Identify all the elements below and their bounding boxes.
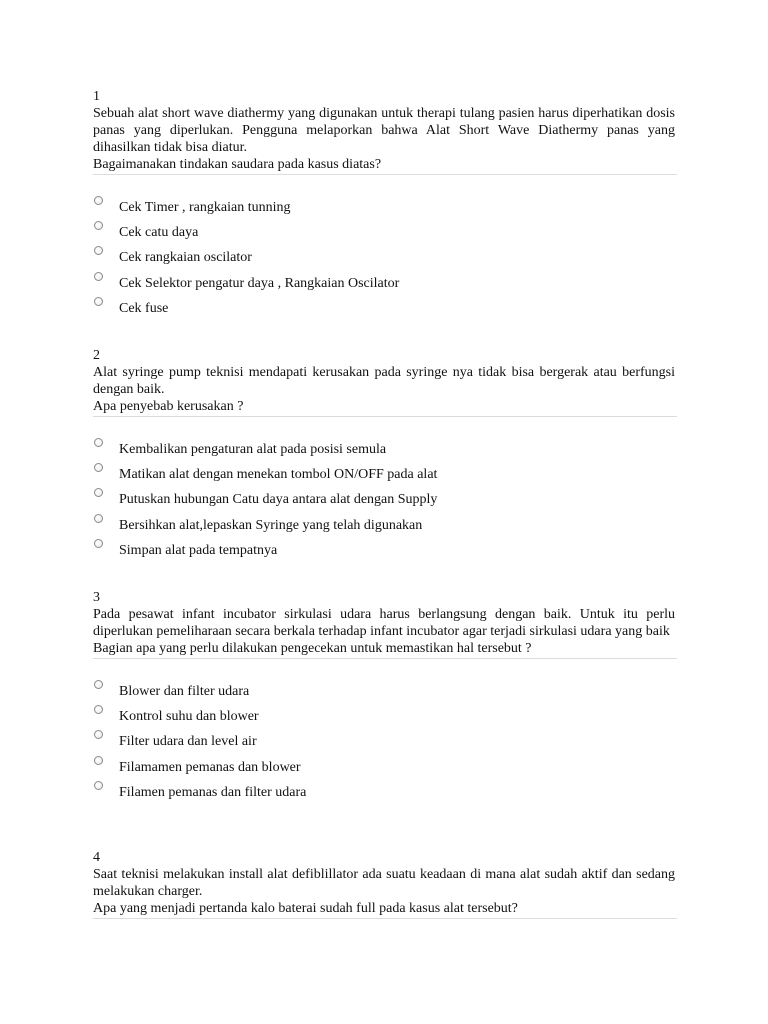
radio-button[interactable] — [94, 221, 103, 230]
answer-option[interactable] — [93, 702, 675, 727]
divider — [93, 416, 677, 417]
question-text — [93, 105, 675, 156]
answer-option[interactable] — [93, 753, 675, 778]
answer-option-label: Simpan alat pada tempatnya — [119, 542, 278, 558]
radio-button[interactable] — [94, 438, 103, 447]
answer-option[interactable] — [93, 536, 675, 561]
question-prompt: Bagaimanakan tindakan saudara pada kasus diatas? — [93, 157, 382, 172]
answer-option-label: Cek Selektor pengatur daya , Rangkaian Oscilator — [119, 275, 400, 291]
question-prompt: Apa yang menjadi pertanda kalo baterai sudah full pada kasus alat tersebut? — [93, 901, 518, 916]
question-number: 3 — [93, 590, 100, 605]
radio-button[interactable] — [94, 756, 103, 765]
question-text — [93, 606, 675, 640]
answer-options — [93, 435, 675, 561]
question-text — [93, 364, 675, 398]
question-1 — [93, 88, 675, 319]
question-4 — [93, 849, 675, 919]
answer-option[interactable] — [93, 511, 675, 536]
answer-option[interactable] — [93, 677, 675, 702]
answer-option[interactable] — [93, 269, 675, 294]
answer-option[interactable] — [93, 243, 675, 268]
radio-button[interactable] — [94, 514, 103, 523]
answer-option[interactable] — [93, 778, 675, 803]
radio-button[interactable] — [94, 781, 103, 790]
answer-options — [93, 193, 675, 319]
radio-button[interactable] — [94, 297, 103, 306]
answer-option[interactable] — [93, 460, 675, 485]
question-text-paragraph: Pada pesawat infant incubator sirkulasi udara harus berlangsung dengan baik. Untuk itu perlu diperlukan pemeliharaan secara berkala terhadap infant incubator agar terjadi sirkulasi udara yang baik — [93, 607, 675, 639]
question-3 — [93, 589, 675, 803]
question-number: 4 — [93, 850, 100, 865]
answer-option-label: Bersihkan alat,lepaskan Syringe yang telah digunakan — [119, 517, 423, 533]
divider — [93, 918, 677, 919]
answer-option[interactable] — [93, 727, 675, 752]
question-prompt: Apa penyebab kerusakan ? — [93, 399, 244, 414]
radio-button[interactable] — [94, 705, 103, 714]
answer-option-label: Filter udara dan level air — [119, 734, 257, 750]
question-number: 1 — [93, 89, 100, 104]
radio-button[interactable] — [94, 680, 103, 689]
answer-option-label: Cek catu daya — [119, 225, 199, 241]
answer-option[interactable] — [93, 193, 675, 218]
radio-button[interactable] — [94, 539, 103, 548]
answer-option[interactable] — [93, 218, 675, 243]
divider — [93, 174, 677, 175]
radio-button[interactable] — [94, 488, 103, 497]
radio-button[interactable] — [94, 730, 103, 739]
question-prompt: Bagian apa yang perlu dilakukan pengecekan untuk memastikan hal tersebut ? — [93, 641, 532, 656]
answer-option-label: Filamen pemanas dan filter udara — [119, 784, 307, 800]
question-text-paragraph: Saat teknisi melakukan install alat defiblillator ada suatu keadaan di mana alat sudah aktif dan sedang melakukan charger. — [93, 867, 675, 899]
answer-option-label: Cek Timer , rangkaian tunning — [119, 200, 291, 215]
question-text — [93, 866, 675, 900]
divider — [93, 658, 677, 659]
question-text-paragraph: Alat syringe pump teknisi mendapati kerusakan pada syringe nya tidak bisa bergerak atau berfungsi dengan baik. — [93, 365, 675, 397]
answer-option[interactable] — [93, 294, 675, 319]
answer-option[interactable] — [93, 435, 675, 460]
question-number: 2 — [93, 348, 100, 363]
answer-options — [93, 677, 675, 803]
radio-button[interactable] — [94, 246, 103, 255]
answer-option-label: Cek fuse — [119, 300, 169, 316]
answer-option-label: Kontrol suhu dan blower — [119, 709, 259, 725]
answer-option-label: Cek rangkaian oscilator — [119, 250, 252, 266]
answer-option-label: Kembalikan pengaturan alat pada posisi semula — [119, 442, 387, 457]
question-text-paragraph: Sebuah alat short wave diathermy yang digunakan untuk therapi tulang pasien harus diperhatikan dosis panas yang diperlukan. Pengguna melaporkan bahwa Alat Short Wave Diathermy panas yang dihasilkan tidak bisa diatur. — [93, 106, 675, 155]
radio-button[interactable] — [94, 272, 103, 281]
answer-option[interactable] — [93, 485, 675, 510]
answer-option-label: Matikan alat dengan menekan tombol ON/OFF pada alat — [119, 467, 438, 483]
answer-option-label: Putuskan hubungan Catu daya antara alat dengan Supply — [119, 492, 438, 508]
radio-button[interactable] — [94, 196, 103, 205]
radio-button[interactable] — [94, 463, 103, 472]
answer-option-label: Filamamen pemanas dan blower — [119, 759, 301, 775]
question-2 — [93, 347, 675, 561]
answer-option-label: Blower dan filter udara — [119, 684, 250, 699]
